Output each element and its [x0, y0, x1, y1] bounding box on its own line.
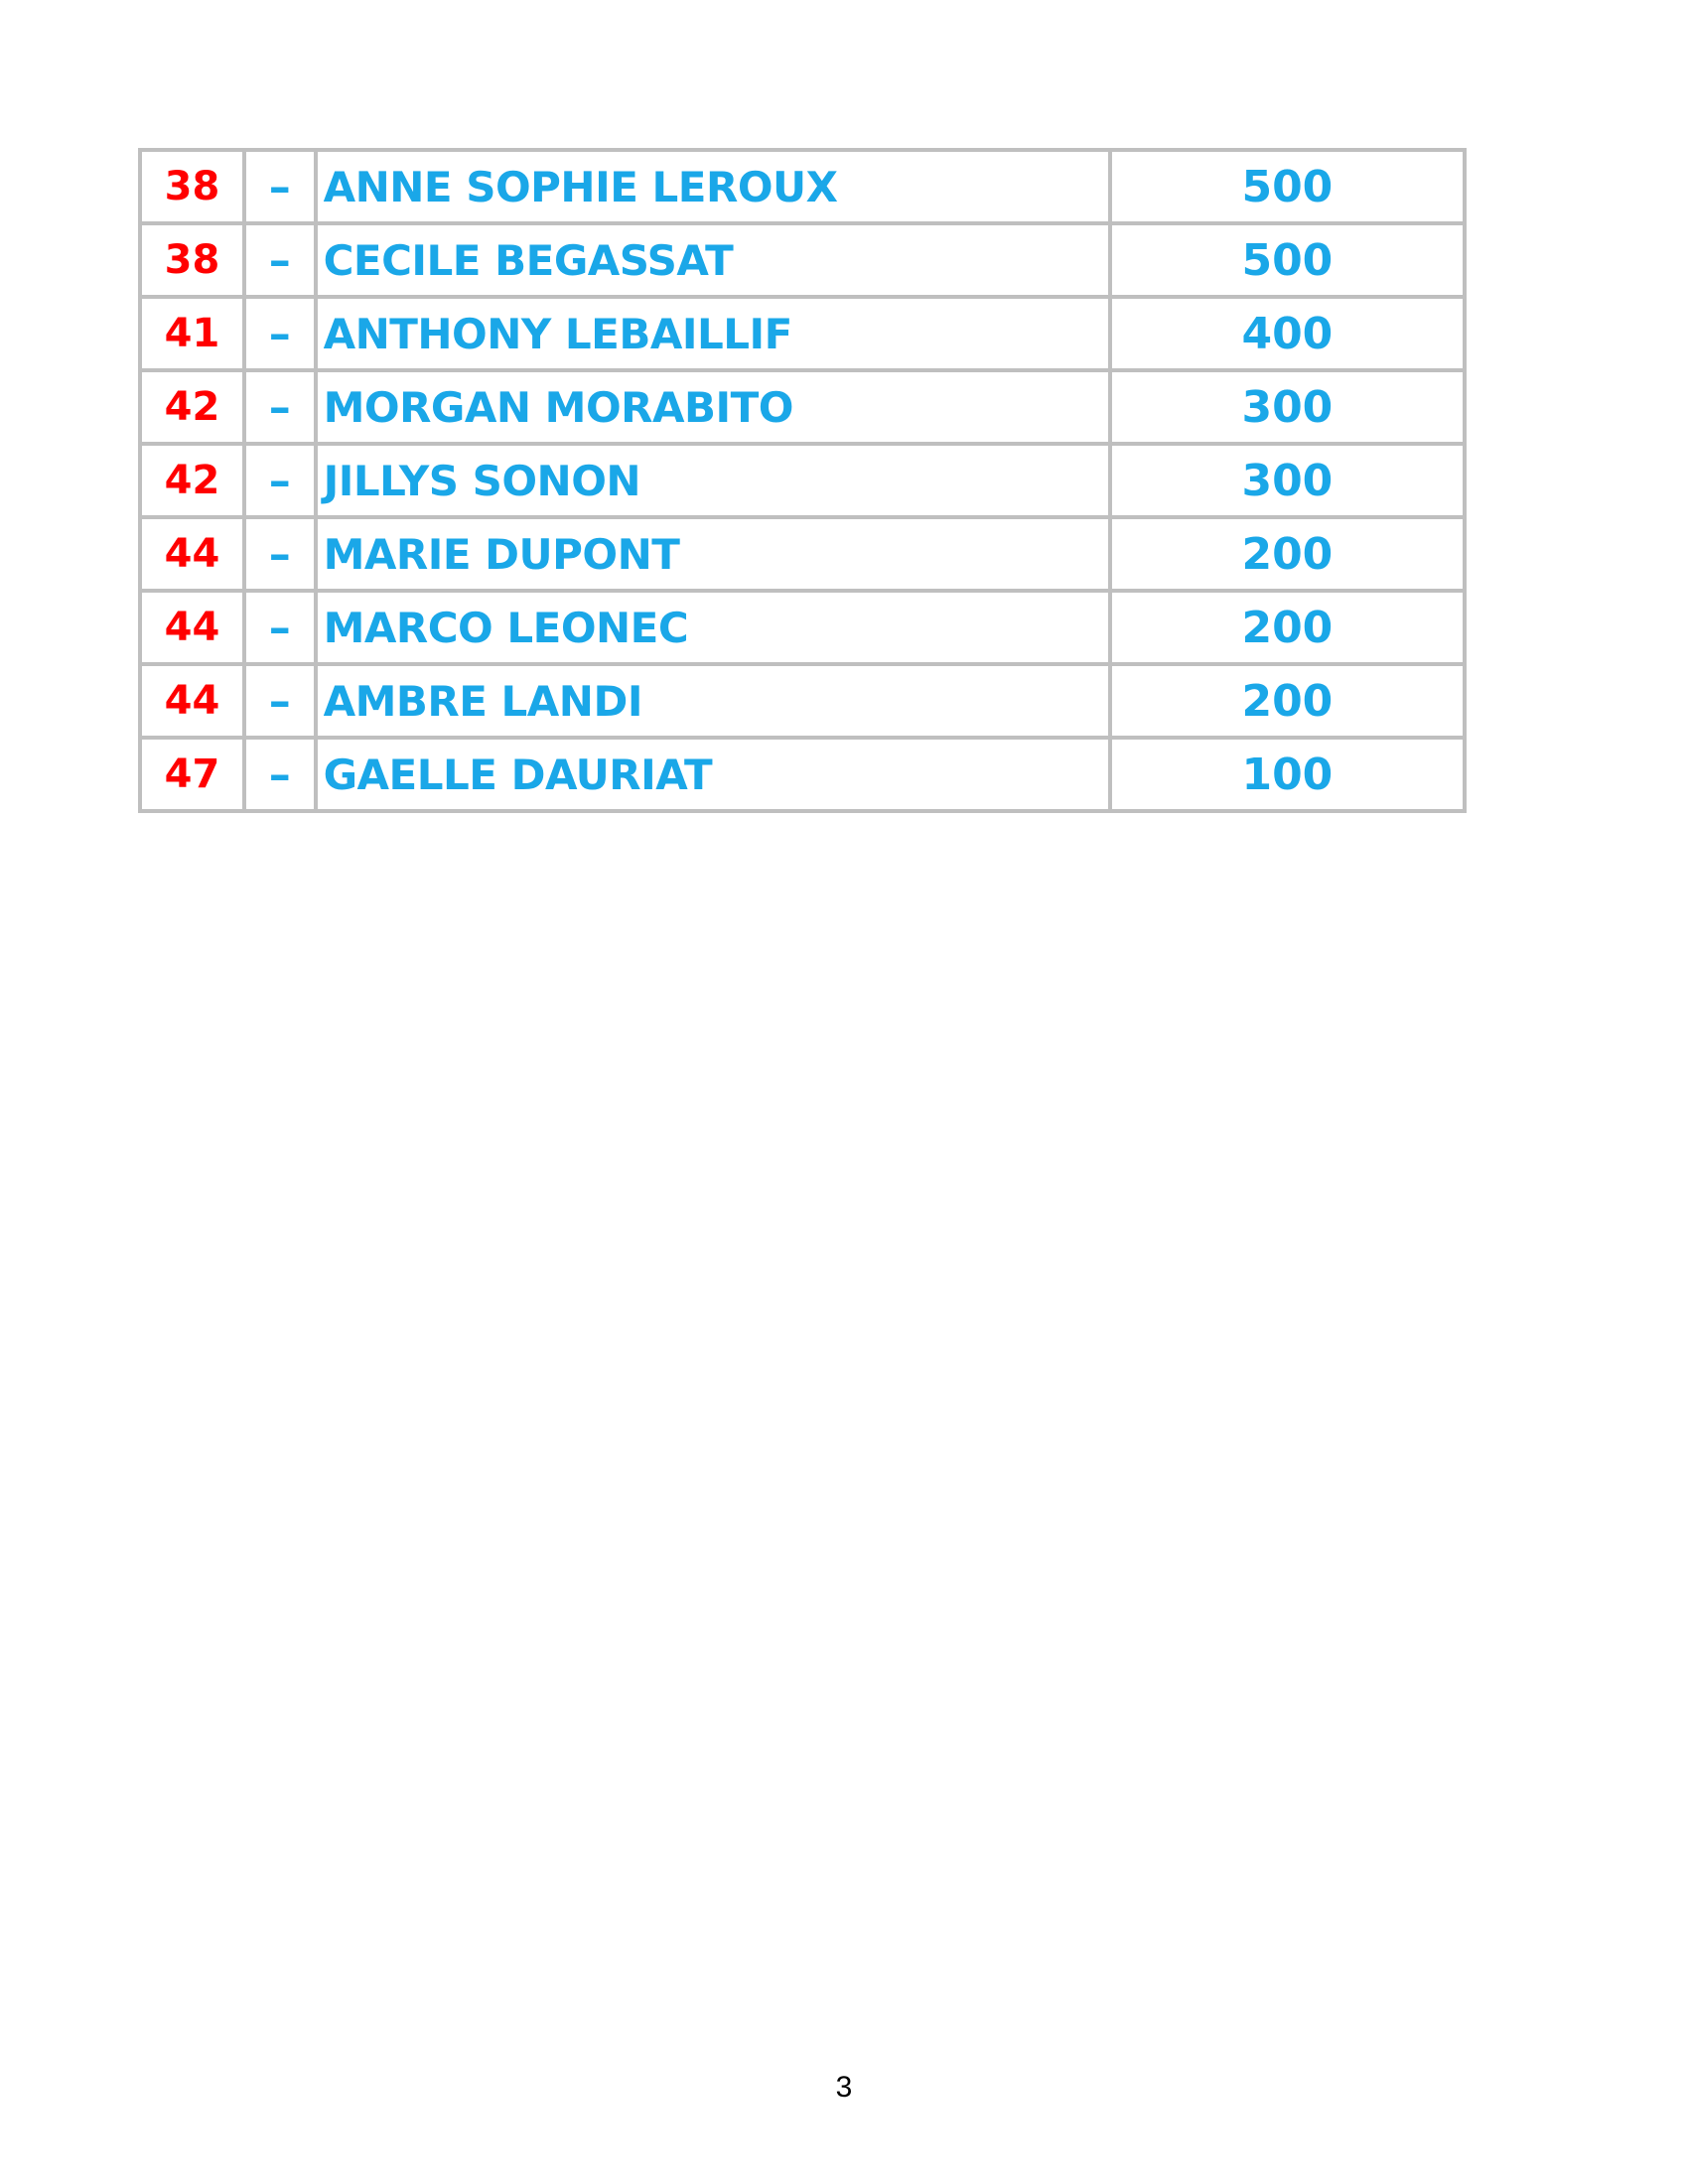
- table-row: [140, 664, 1465, 738]
- dash-cell: –: [244, 664, 316, 738]
- table-row: [140, 297, 1465, 370]
- rank-cell: 42: [140, 444, 244, 517]
- points-cell: 100: [1110, 738, 1465, 811]
- points-cell: 200: [1110, 517, 1465, 591]
- name-cell: MORGAN MORABITO: [316, 370, 1110, 444]
- ranking-table: [138, 148, 1467, 813]
- rank-cell: 38: [140, 150, 244, 223]
- points-cell: 200: [1110, 664, 1465, 738]
- points-cell: 300: [1110, 444, 1465, 517]
- table-row: [140, 591, 1465, 664]
- table-row: [140, 370, 1465, 444]
- dash-cell: –: [244, 297, 316, 370]
- rank-cell: 44: [140, 591, 244, 664]
- rank-cell: 42: [140, 370, 244, 444]
- dash-cell: –: [244, 370, 316, 444]
- points-cell: 500: [1110, 150, 1465, 223]
- name-cell: MARIE DUPONT: [316, 517, 1110, 591]
- dash-cell: –: [244, 517, 316, 591]
- dash-cell: –: [244, 223, 316, 297]
- name-cell: MARCO LEONEC: [316, 591, 1110, 664]
- name-cell: GAELLE DAURIAT: [316, 738, 1110, 811]
- table-row: [140, 738, 1465, 811]
- rank-cell: 44: [140, 517, 244, 591]
- dash-cell: –: [244, 444, 316, 517]
- name-cell: CECILE BEGASSAT: [316, 223, 1110, 297]
- table-row: [140, 517, 1465, 591]
- name-cell: ANTHONY LEBAILLIF: [316, 297, 1110, 370]
- points-cell: 400: [1110, 297, 1465, 370]
- name-cell: JILLYS SONON: [316, 444, 1110, 517]
- rank-cell: 38: [140, 223, 244, 297]
- table-row: [140, 444, 1465, 517]
- rank-cell: 47: [140, 738, 244, 811]
- dash-cell: –: [244, 150, 316, 223]
- points-cell: 200: [1110, 591, 1465, 664]
- rank-cell: 41: [140, 297, 244, 370]
- page-number: 3: [835, 2071, 853, 2104]
- name-cell: ANNE SOPHIE LEROUX: [316, 150, 1110, 223]
- table-row: [140, 223, 1465, 297]
- table-row: [140, 150, 1465, 223]
- dash-cell: –: [244, 591, 316, 664]
- rank-cell: 44: [140, 664, 244, 738]
- dash-cell: –: [244, 738, 316, 811]
- name-cell: AMBRE LANDI: [316, 664, 1110, 738]
- points-cell: 500: [1110, 223, 1465, 297]
- points-cell: 300: [1110, 370, 1465, 444]
